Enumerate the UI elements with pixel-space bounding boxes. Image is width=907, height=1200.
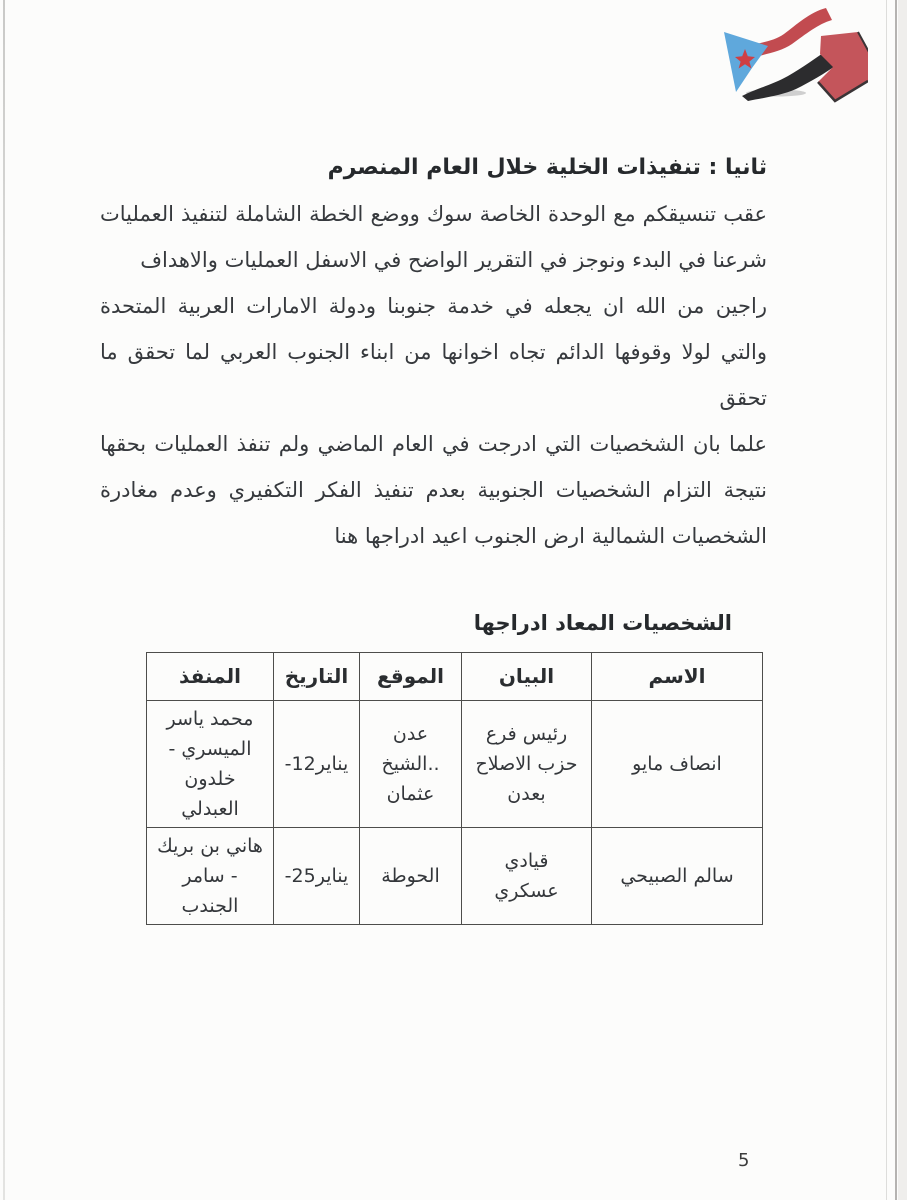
column-header-description: البيان (462, 653, 592, 701)
table-row (147, 828, 763, 925)
paragraph-1: عقب تنسيقكم مع الوحدة الخاصة سوك ووضع الخطة الشاملة لتنفيذ العمليات شرعنا في البدء ونوجز في التقرير الواضح في الاسفل العمليات والاهداف (100, 202, 767, 272)
cell-location: عدن ..الشيخ عثمان (360, 701, 462, 828)
section-heading: ثانيا : تنفيذات الخلية خلال العام المنصرم (327, 155, 767, 180)
table-title: الشخصيات المعاد ادراجها (473, 611, 732, 635)
document-body (100, 145, 767, 559)
column-header-executor: المنفذ (147, 653, 274, 701)
cell-description: رئيس فرع حزب الاصلاح بعدن (462, 701, 592, 828)
flag-arrow-icon (718, 4, 868, 104)
scan-edge-right-strip (898, 0, 907, 1200)
scan-edge-left (3, 0, 5, 1200)
column-header-location: الموقع (360, 653, 462, 701)
southern-movement-flag-arrow-logo (718, 4, 868, 104)
scan-edge-right-line (895, 0, 897, 1200)
cell-executor: محمد ياسر الميسري - خلدون العبدلي (147, 701, 274, 828)
personalities-table (146, 652, 763, 925)
paragraph-3: علما بان الشخصيات التي ادرجت في العام الماضي ولم تنفذ العمليات بحقها نتيجة التزام الشخصيات الجنوبية بعدم تنفيذ الفكر التكفيري وعدم مغادرة الشخصيات الشمالية ارض الجنوب اعيد ادراجها هنا (100, 432, 767, 548)
page-number: 5 (738, 1150, 750, 1171)
cell-description: قيادي عسكري (462, 828, 592, 925)
cell-name: سالم الصبيحي (592, 828, 763, 925)
table-header-row (147, 653, 763, 701)
cell-executor: هاني بن بريك - سامر الجندب (147, 828, 274, 925)
cell-name: انصاف مايو (592, 701, 763, 828)
cell-date: -25يناير (274, 828, 360, 925)
column-header-name: الاسم (592, 653, 763, 701)
cell-date: -12يناير (274, 701, 360, 828)
table-row (147, 701, 763, 828)
column-header-date: التاريخ (274, 653, 360, 701)
cell-location: الحوطة (360, 828, 462, 925)
scan-edge-right-faint (886, 0, 887, 1200)
paragraph-2: راجين من الله ان يجعله في خدمة جنوبنا ودولة الامارات العربية المتحدة والتي لولا وقوفها الدائم تجاه اخوانها من ابناء الجنوب العربي لما تحقق ما تحقق (100, 294, 767, 410)
